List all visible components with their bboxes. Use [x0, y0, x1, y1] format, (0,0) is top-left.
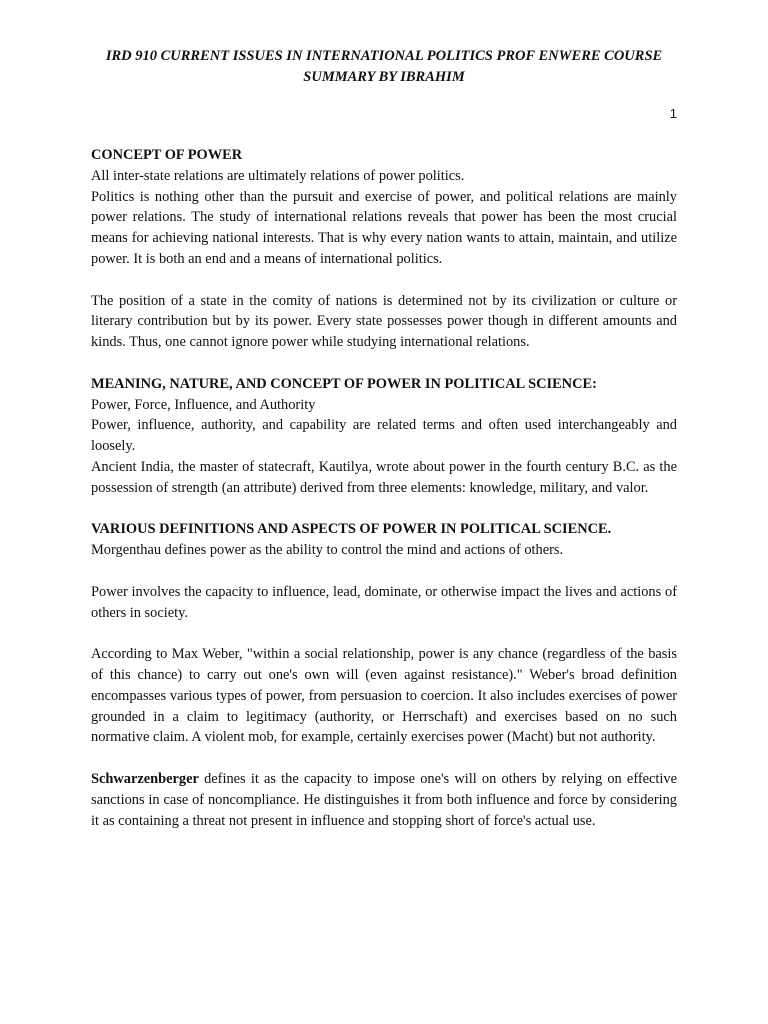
paragraph-politics-power: Politics is nothing other than the pursuit and exercise of power, and political relations are mainly power relations. The study of international relations reveals that power has been the most crucial means for achieving national interests. That is why every nation wants to attain, maintain, and utilize power. It is both an end and a means of international politics. [91, 188, 677, 267]
section-heading-meaning-nature: MEANING, NATURE, AND CONCEPT OF POWER IN POLITICAL SCIENCE: [91, 375, 597, 392]
page-number: 1 [669, 106, 677, 121]
document-title: IRD 910 CURRENT ISSUES IN INTERNATIONAL POLITICS PROF ENWERE COURSE SUMMARY BY IBRAHIM [105, 48, 663, 85]
section-heading-various-definitions: VARIOUS DEFINITIONS AND ASPECTS OF POWER IN POLITICAL SCIENCE. [91, 521, 612, 538]
document-body [91, 145, 677, 831]
paragraph-max-weber: According to Max Weber, "within a social relationship, power is any chance (regardless of the basis of this chance) to carry out one's own will (even against resistance)." Weber's broad definition encompasses various types of power, from persuasion to coercion. It also includes exercises of power grounded in a claim to legitimacy (authority, or Herrschaft) and exercises based on no such normative claim. A violent mob, for example, certainly exercises power (Macht) but not authority. [91, 646, 677, 746]
paragraph-inter-state-relations: All inter-state relations are ultimately relations of power politics. [91, 167, 465, 184]
schwarzenberger-name: Schwarzenberger [91, 770, 199, 787]
schwarzenberger-definition: defines it as the capacity to impose one's will on others by relying on effective sanctions in case of noncompliance. He distinguishes it from both influence and force by considering it as containing a threat not present in influence and stopping short of force's actual use. [91, 770, 677, 829]
paragraph-kautilya: Ancient India, the master of statecraft, Kautilya, wrote about power in the fourth century B.C. as the possession of strength (an attribute) derived from three elements: knowledge, military, and valor. [91, 458, 677, 496]
paragraph-related-terms: Power, influence, authority, and capability are related terms and often used interchangeably and loosely. [91, 417, 677, 455]
paragraph-power-involves: Power involves the capacity to influence, lead, dominate, or otherwise impact the lives and actions of others in society. [91, 583, 677, 621]
paragraph-schwarzenberger [91, 769, 677, 831]
paragraph-morgenthau: Morgenthau defines power as the ability to control the mind and actions of others. [91, 542, 564, 559]
paragraph-state-position: The position of a state in the comity of nations is determined not by its civilization or culture or literary contribution but by its power. Every state possesses power though in different amounts and kinds. Thus, one cannot ignore power while studying international relations. [91, 292, 677, 351]
subheading-power-force: Power, Force, Influence, and Authority [91, 396, 316, 413]
section-heading-concept-of-power: CONCEPT OF POWER [91, 147, 243, 163]
